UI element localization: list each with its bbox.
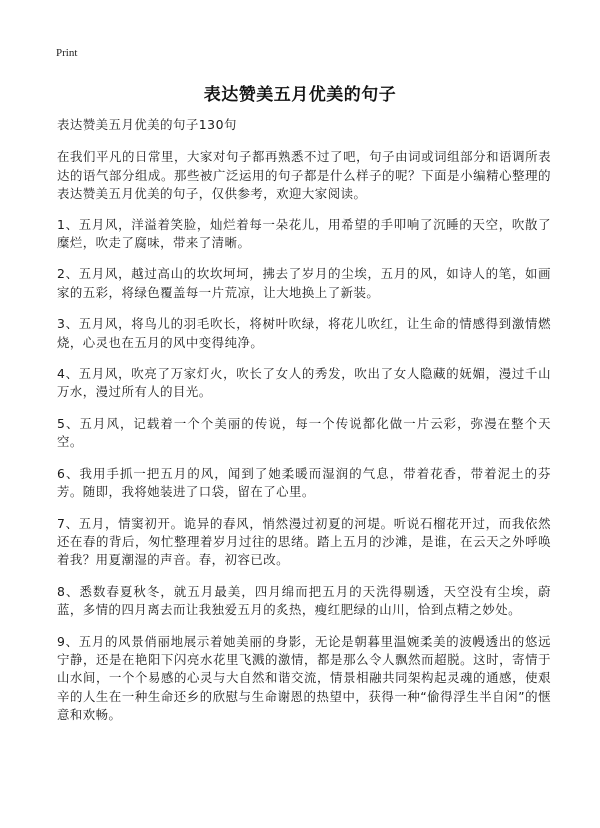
list-item: 3、五月风，将鸟儿的羽毛吹长，将树叶吹绿，将花儿吹红，让生命的情感得到激情燃烧，心灵也在五月的风中变得纯净。	[57, 316, 551, 350]
list-item: 1、五月风，洋溢着笑脸，灿烂着每一朵花儿，用希望的手叩响了沉睡的天空，吹散了糜烂，吹走了腐味，带来了清晰。	[57, 216, 551, 251]
print-link[interactable]: Print	[56, 47, 78, 59]
list-item: 2、五月风，越过高山的坎坎坷坷，拂去了岁月的尘埃，五月的风，如诗人的笔，如画家的五彩，将绿色覆盖每一片荒凉，让大地换上了新装。	[57, 266, 551, 300]
intro-paragraph: 在我们平凡的日常里，大家对句子都再熟悉不过了吧，句子由词或词组部分和语调所表达的语气部分组成。那些被广泛运用的句子都是什么样子的呢？下面是小编精心整理的表达赞美五月优美的句子，仅供参考，欢迎大家阅读。	[57, 149, 551, 202]
list-item: 8、悉数春夏秋冬，就五月最美，四月绵而把五月的天洗得剔透，天空没有尘埃，蔚蓝，多情的四月离去而让我独爱五月的炙热，瘦红肥绿的山川，恰到点精之妙处。	[57, 583, 551, 618]
list-item: 5、五月风，记载着一个个美丽的传说，每一个传说都化做一片云彩，弥漫在整个天空。	[57, 415, 551, 450]
article-body	[57, 116, 551, 738]
list-item: 6、我用手抓一把五月的风，闻到了她柔暖而湿润的气息，带着花香，带着泥土的芬芳。随即，我将她装进了口袋，留在了心里。	[57, 465, 551, 500]
list-item: 9、五月的风景俏丽地展示着她美丽的身影，无论是朝暮里温婉柔美的波幔透出的悠远宁静，还是在艳阳下闪亮水花里飞溅的激情，都是那么令人飘然而超脱。这时，寄情于山水间，一个个易感的心灵与大自然和谐交流，情景相融共同架构起灵魂的通感，使艰辛的人生在一种生命还乡的欣慰与生命谢恩的热望中，获得一种“偷得浮生半自闲”的惬意和欢畅。	[57, 633, 551, 723]
list-item: 4、五月风，吹亮了万家灯火，吹长了女人的秀发，吹出了女人隐藏的妩媚，漫过千山万水，漫过所有人的目光。	[57, 366, 551, 400]
list-item: 7、五月，情窦初开。诡异的春风，悄然漫过初夏的河堤。听说石榴花开过，而我依然还在春的背后，匆忙整理着岁月过往的思绪。踏上五月的沙滩，是谁，在云天之外呼唤着我？用夏潮湿的声音。春，初容已改。	[57, 515, 551, 568]
article-subtitle: 表达赞美五月优美的句子130句	[57, 117, 237, 132]
page-title: 表达赞美五月优美的句子	[203, 85, 397, 105]
